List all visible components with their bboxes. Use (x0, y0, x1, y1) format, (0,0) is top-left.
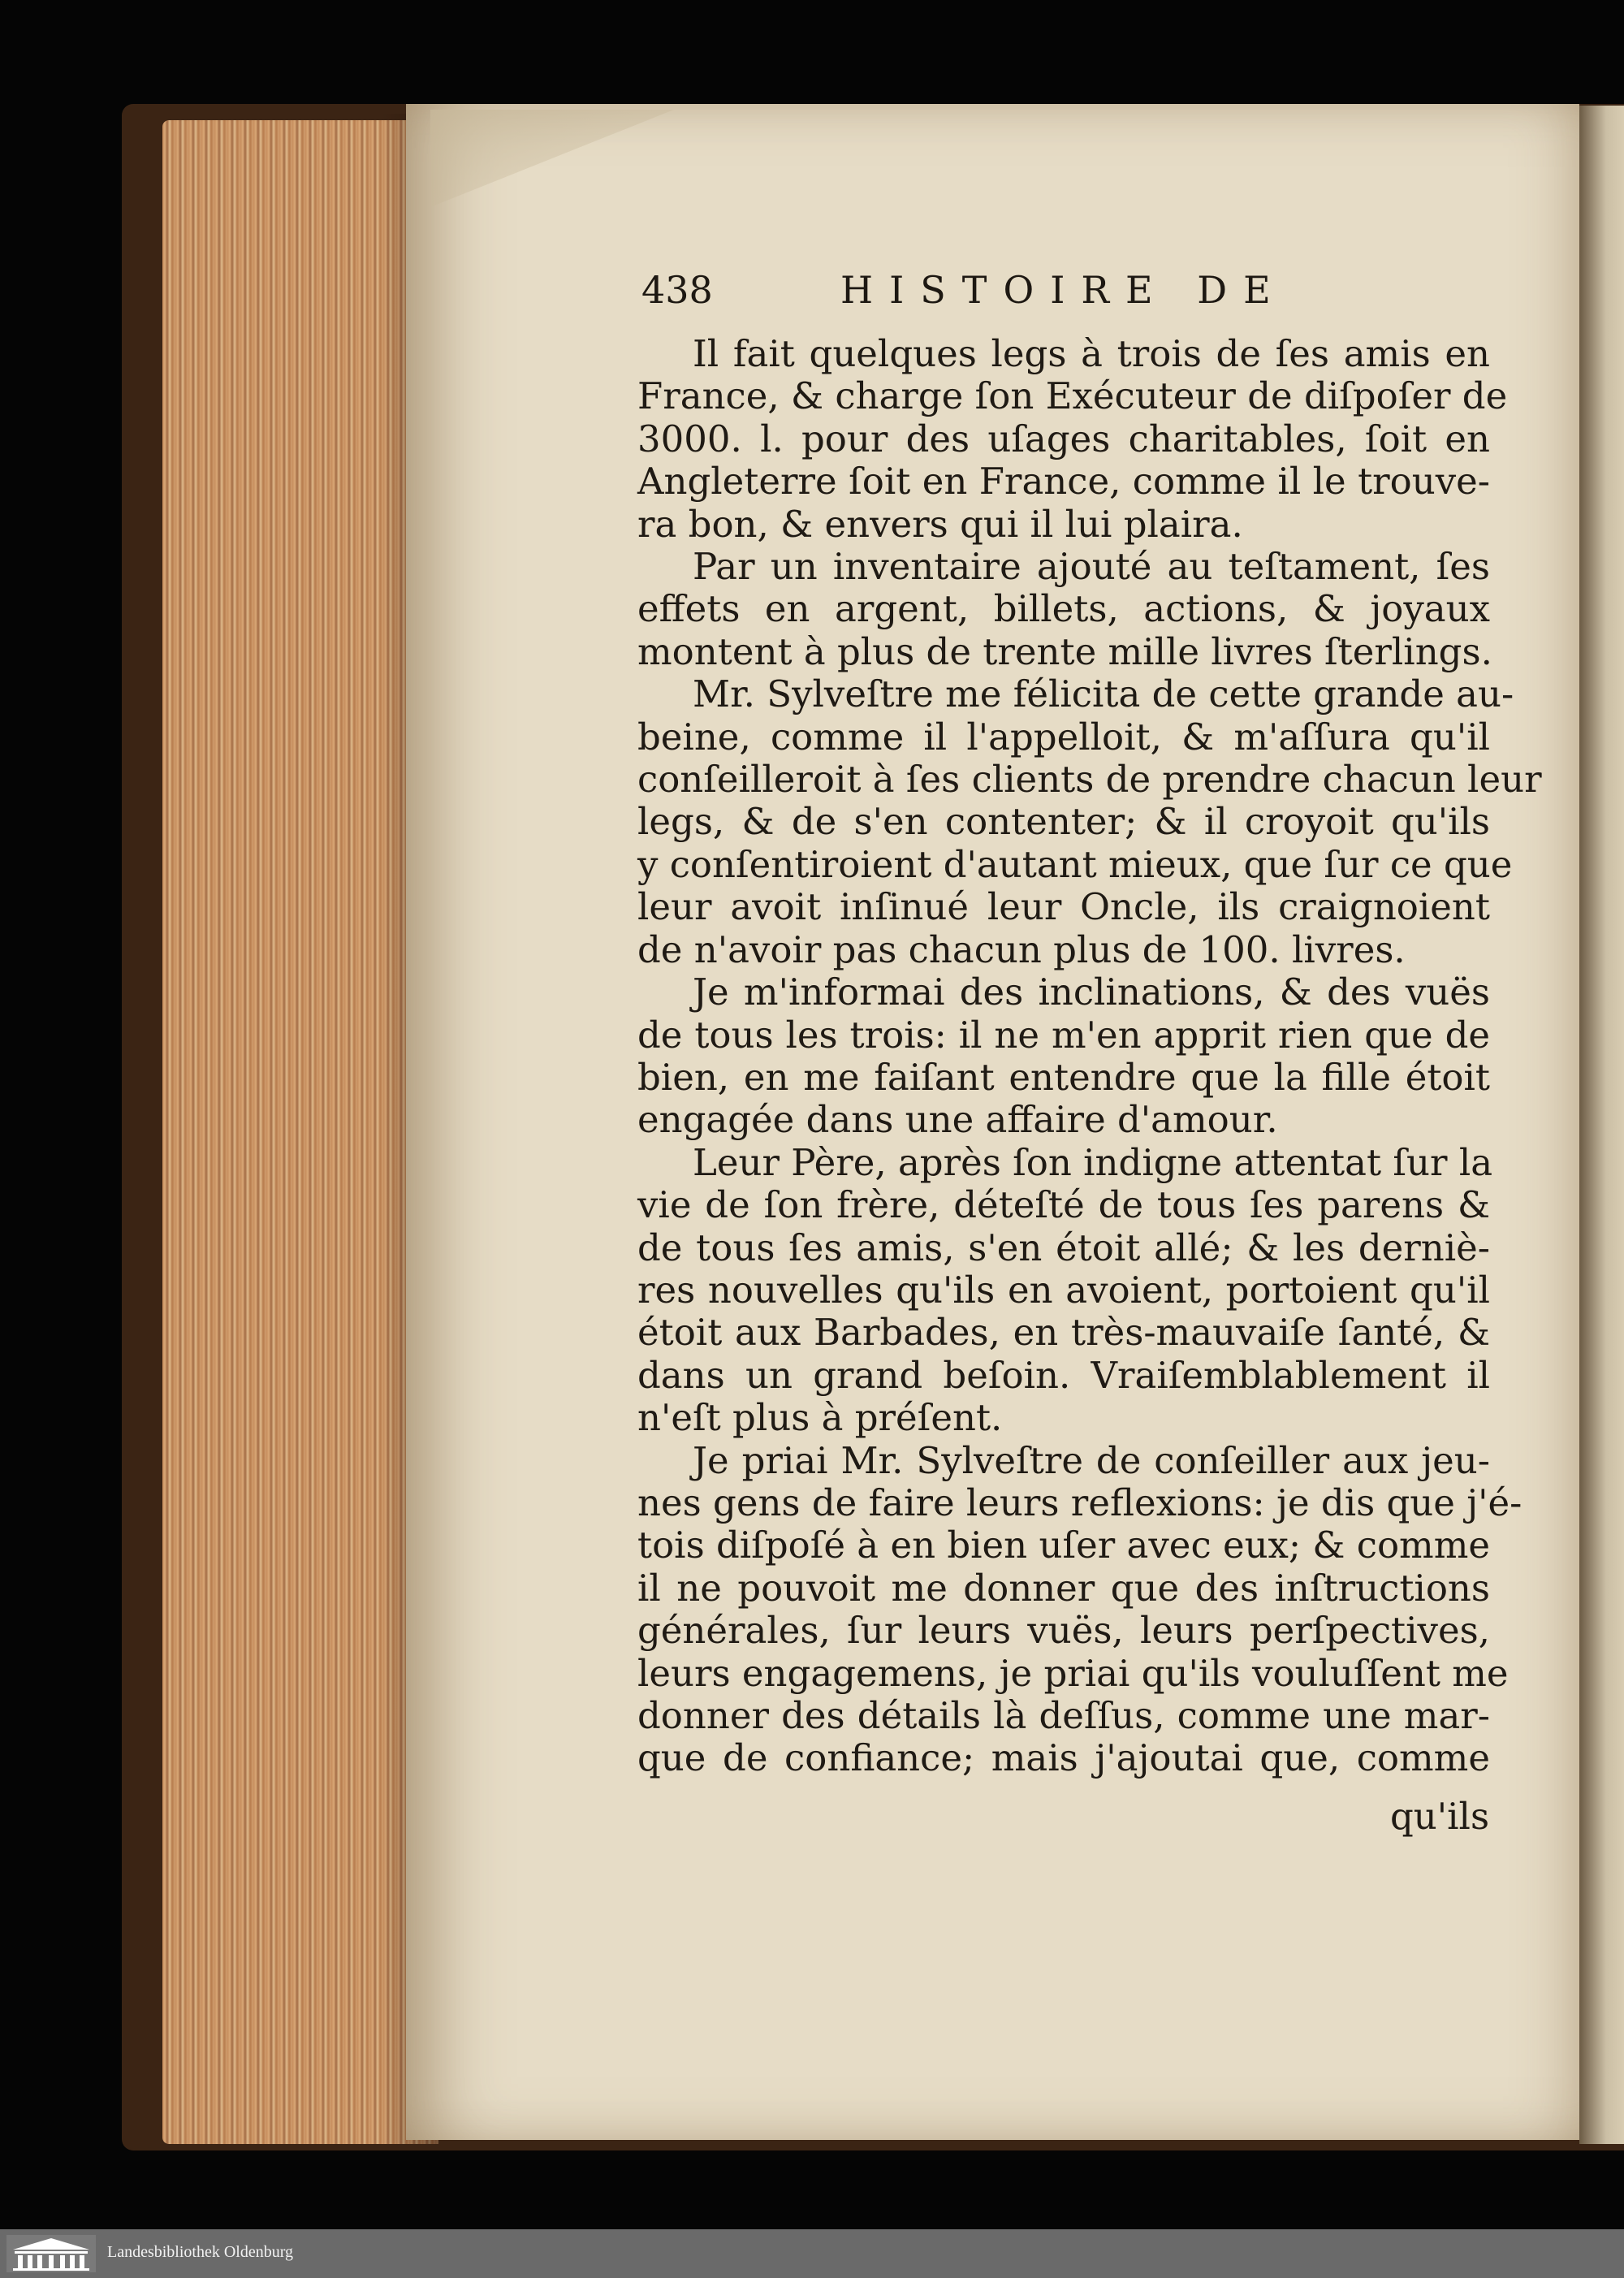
text-line: res nouvelles qu'ils en avoient, portoient qu'il (637, 1268, 1490, 1312)
text-line: vie de ſon frère, déteſté de tous ſes parens & (637, 1183, 1490, 1227)
text-line: montent à plus de trente mille livres ſterlings. (637, 629, 1492, 673)
text-line: Je priai Mr. Sylveſtre de conſeiller aux jeu- (693, 1438, 1490, 1482)
text-line: tois diſpoſé à en bien uſer avec eux; & comme (637, 1524, 1491, 1567)
body-text (637, 332, 1542, 1780)
text-line: que de confiance; mais j'ajoutai que, comme (637, 1736, 1490, 1780)
text-line: bien, en me faiſant entendre que la fille étoit (637, 1055, 1490, 1099)
text-line: nes gens de faire leurs reflexions: je dis que j'é- (637, 1480, 1522, 1524)
text-line: n'eſt plus à préſent. (637, 1396, 1003, 1440)
text-line: générales, ſur leurs vuës, leurs perſpectives, (637, 1609, 1490, 1653)
text-line: beine, comme il l'appelloit, & m'aſſura qu'il (637, 715, 1490, 759)
text-line: Il fait quelques legs à trois de ſes amis en (693, 332, 1490, 375)
text-line: leur avoit inſinué leur Oncle, ils craignoient (637, 885, 1490, 929)
text-line: de n'avoir pas chacun plus de 100. livres. (637, 927, 1406, 971)
text-line: legs, & de s'en contenter; & il croyoit qu'ils (637, 800, 1490, 844)
text-line: France, & charge ſon Exécuteur de diſpoſer de (637, 374, 1508, 418)
text-line: dans un grand beſoin. Vraiſemblablement il (637, 1353, 1490, 1397)
text-line: engagée dans une affaire d'amour. (637, 1098, 1278, 1142)
text-line: 3000. l. pour des uſages charitables, ſoit en (637, 417, 1490, 460)
library-building-icon (6, 2235, 96, 2272)
library-name: Landesbibliothek Oldenburg (107, 2243, 294, 2261)
text-line: effets en argent, billets, actions, & joyaux (637, 587, 1490, 631)
text-line: Par un inventaire ajouté au teſtament, ſes (693, 545, 1490, 589)
text-line: ra bon, & envers qui il lui plaira. (637, 502, 1243, 546)
page-number: 438 (641, 268, 713, 312)
text-line: Mr. Sylveſtre me félicita de cette grande au- (693, 672, 1514, 716)
facing-page-edge (1579, 106, 1624, 2144)
text-line: conſeilleroit à ſes clients de prendre chacun leur (637, 758, 1542, 802)
text-line: étoit aux Barbades, en très-mauvaiſe ſanté, & (637, 1311, 1490, 1355)
text-line: leurs engagemens, je priai qu'ils vouluſſent me (637, 1651, 1509, 1695)
text-line: Leur Père, après ſon indigne attentat ſur la (693, 1140, 1493, 1184)
running-head-title: HISTOIRE DE (840, 268, 1287, 312)
running-head (641, 268, 1332, 325)
text-line: il ne pouvoit me donner que des inſtructions (637, 1566, 1490, 1610)
text-line: de tous les trois: il ne m'en apprit rien que de (637, 1013, 1490, 1057)
catchword: qu'ils (1390, 1795, 1490, 1838)
text-line: donner des détails là deſſus, comme une mar- (637, 1694, 1490, 1737)
text-line: de tous ſes amis, s'en étoit allé; & les derniè- (637, 1225, 1490, 1269)
text-line: Je m'informai des inclinations, & des vuës (693, 970, 1490, 1014)
text-line: y conſentiroient d'autant mieux, que ſur ce que (637, 842, 1513, 886)
text-line: Angleterre ſoit en France, comme il le trouve- (637, 460, 1490, 504)
